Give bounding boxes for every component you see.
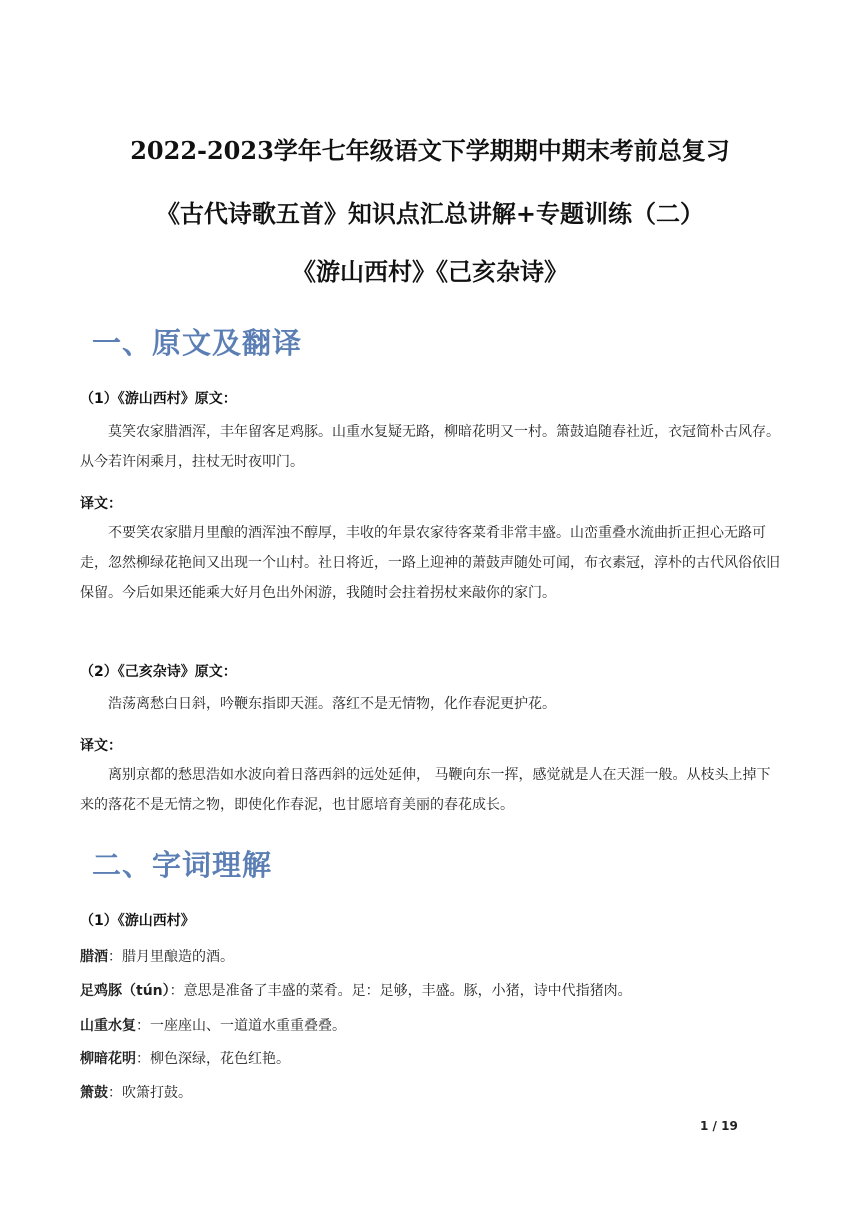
vocab-definition: 意思是准备了丰盛的菜肴。足：足够，丰盛。豚，小猪，诗中代指猪肉。 — [183, 983, 632, 999]
doc-title-line-2: 《古代诗歌五首》知识点汇总讲解+专题训练（二） — [155, 199, 705, 228]
vocab-separator: ： — [136, 1051, 150, 1067]
vocab-item — [80, 1015, 780, 1035]
section-heading-original-translation: 一、原文及翻译 — [92, 326, 303, 360]
poem2-translation-text: 离别京都的愁思浩如水波向着日落西斜的远处延伸， 马鞭向东一挥，感觉就是人在天涯一般。从枝头上掉下来的落花不是无情之物，即使化作春泥，也甘愿培育美丽的春花成长。 — [80, 767, 771, 813]
page-number: 1 / 19 — [700, 1119, 738, 1133]
vocab-term: 山重水复 — [80, 1018, 136, 1034]
vocab-poem-label: （1）《游山西村》 — [80, 913, 195, 929]
vocab-item — [80, 980, 780, 1000]
vocab-definition: 吹箫打鼓。 — [122, 1085, 192, 1101]
poem2-translation-label: 译文： — [80, 738, 122, 754]
vocab-definition: 一座座山、一道道水重重叠叠。 — [150, 1018, 346, 1034]
doc-title-line-3: 《游山西村》《己亥杂诗》 — [292, 257, 568, 286]
vocab-separator: ： — [108, 949, 122, 965]
vocab-item — [80, 1048, 780, 1068]
vocab-separator: ： — [169, 983, 184, 999]
poem2-original-text: 浩荡离愁白日斜，吟鞭东指即天涯。落红不是无情物，化作春泥更护花。 — [108, 696, 556, 712]
vocab-definition: 腊月里酿造的酒。 — [122, 949, 234, 965]
vocab-term: 箫鼓 — [80, 1085, 108, 1101]
vocab-term: 足鸡豚（tún） — [80, 983, 170, 999]
poem2-label: （2）《己亥杂诗》原文： — [80, 664, 237, 680]
vocab-term: 腊酒 — [80, 949, 108, 965]
poem1-translation-text: 不要笑农家腊月里酿的酒浑浊不醇厚，丰收的年景农家待客菜肴非常丰盛。山峦重叠水流曲折正担心无路可走，忽然柳绿花艳间又出现一个山村。社日将近，一路上迎神的萧鼓声随处可闻，布衣素冠，淳朴的古代风俗依旧保留。今后如果还能乘大好月色出外闲游，我随时会拄着拐杖来敲你的家门。 — [80, 525, 780, 601]
vocab-definition: 柳色深绿，花色红艳。 — [150, 1051, 290, 1067]
vocab-item — [80, 1082, 780, 1102]
section-heading-word-understanding: 二、字词理解 — [92, 848, 273, 882]
doc-title-line-1: 2022-2023学年七年级语文下学期期中期末考前总复习 — [130, 136, 730, 165]
vocab-separator: ： — [108, 1085, 122, 1101]
poem1-original-text: 莫笑农家腊酒浑，丰年留客足鸡豚。山重水复疑无路，柳暗花明又一村。箫鼓追随春社近，衣冠简朴古风存。从今若许闲乘月，拄杖无时夜叩门。 — [80, 424, 780, 470]
vocab-separator: ： — [136, 1018, 150, 1034]
poem1-label: （1）《游山西村》原文： — [80, 391, 237, 407]
poem1-translation-label: 译文： — [80, 496, 122, 512]
vocab-term: 柳暗花明 — [80, 1051, 136, 1067]
vocab-item — [80, 946, 780, 966]
